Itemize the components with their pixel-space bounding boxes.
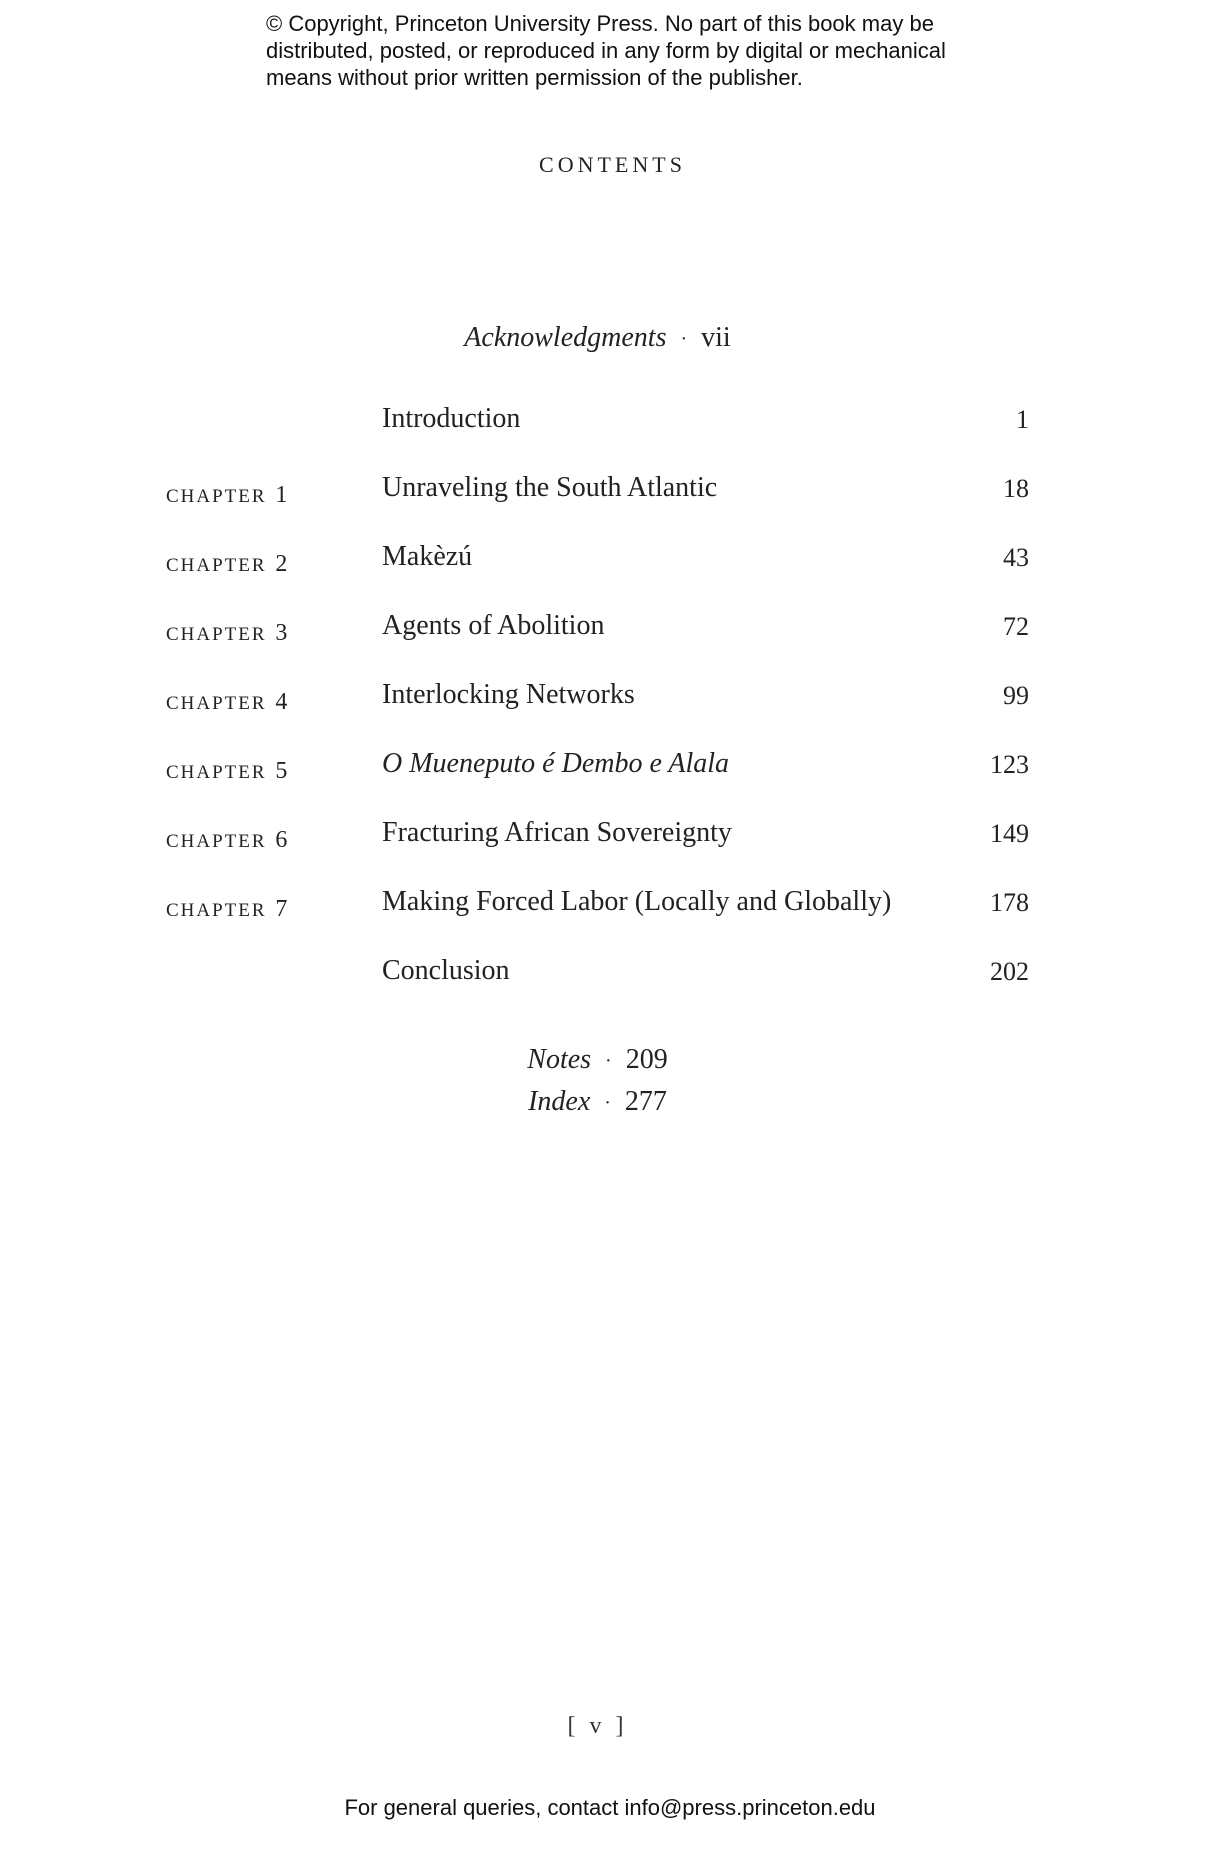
toc-entry — [0, 403, 1225, 443]
copyright-line-2: distributed, posted, or reproduced in any form by digital or mechanical — [266, 38, 946, 63]
toc-entry-title: Conclusion — [382, 955, 510, 986]
chapter-number: 3 — [275, 620, 288, 646]
toc-entry-page: 149 — [990, 819, 1029, 848]
chapter-word: CHAPTER — [166, 486, 267, 507]
back-matter-page: 277 — [624, 1086, 667, 1117]
copyright-notice — [266, 10, 1026, 91]
toc-entry-title: Interlocking Networks — [382, 679, 635, 710]
copyright-line-3: means without prior written permission of the publisher. — [266, 65, 803, 90]
back-matter-index — [0, 1086, 1195, 1118]
chapter-word: CHAPTER — [166, 693, 267, 714]
chapter-word: CHAPTER — [166, 624, 267, 645]
toc-entry — [0, 679, 1225, 719]
back-matter-page: 209 — [625, 1044, 668, 1075]
separator-dot: · — [680, 328, 688, 351]
chapter-label — [166, 758, 287, 785]
toc-entry — [0, 748, 1225, 788]
toc-entry-title: Introduction — [382, 403, 521, 434]
toc-entry-page: 99 — [1003, 681, 1029, 710]
toc-entry-page: 43 — [1003, 543, 1029, 572]
toc-entry-title: Makèzú — [382, 541, 473, 572]
toc-entry — [0, 472, 1225, 512]
chapter-label — [166, 896, 287, 923]
toc-entry-title: Fracturing African Sovereignty — [382, 817, 732, 848]
toc-entry — [0, 886, 1225, 926]
toc-entry-page: 1 — [1016, 405, 1029, 434]
toc-entry — [0, 610, 1225, 650]
back-matter-label: Notes — [527, 1044, 592, 1075]
chapter-number: 6 — [275, 827, 288, 853]
toc-entry-title: Making Forced Labor (Locally and Globally) — [382, 886, 892, 917]
front-matter-label: Acknowledgments — [464, 322, 667, 353]
toc-entry — [0, 817, 1225, 857]
chapter-label — [166, 827, 287, 854]
toc-entry-title: Agents of Abolition — [382, 610, 605, 641]
toc-entry-page: 202 — [990, 957, 1029, 986]
chapter-word: CHAPTER — [166, 555, 267, 576]
chapter-word: CHAPTER — [166, 831, 267, 852]
front-matter-acknowledgments — [0, 322, 1195, 354]
toc-entry-page: 178 — [990, 888, 1029, 917]
footer-contact: For general queries, contact info@press.princeton.edu — [344, 1795, 876, 1820]
front-matter-page: vii — [701, 322, 731, 353]
contents-heading: CONTENTS — [539, 152, 686, 177]
chapter-label — [166, 551, 287, 578]
copyright-line-1: © Copyright, Princeton University Press. No part of this book may be — [266, 11, 934, 36]
toc-entry-page: 123 — [990, 750, 1029, 779]
chapter-label — [166, 482, 287, 509]
chapter-label — [166, 689, 287, 716]
toc-entry-page: 72 — [1003, 612, 1029, 641]
chapter-word: CHAPTER — [166, 900, 267, 921]
separator-dot: · — [604, 1092, 611, 1115]
toc-entry — [0, 541, 1225, 581]
toc-entry-title: Unraveling the South Atlantic — [382, 472, 718, 503]
toc-entry-title: O Mueneputo é Dembo e Alala — [382, 748, 730, 779]
chapter-number: 2 — [275, 551, 288, 577]
toc-entry — [0, 955, 1225, 995]
chapter-number: 7 — [275, 896, 288, 922]
chapter-number: 1 — [275, 482, 288, 508]
separator-dot: · — [605, 1050, 612, 1073]
back-matter-label: Index — [528, 1086, 591, 1117]
back-matter-notes — [0, 1044, 1195, 1076]
toc-entry-page: 18 — [1003, 474, 1029, 503]
chapter-number: 5 — [275, 758, 288, 784]
page-folio: [ v ] — [567, 1713, 628, 1739]
chapter-number: 4 — [275, 689, 288, 715]
chapter-label — [166, 620, 287, 647]
chapter-word: CHAPTER — [166, 762, 267, 783]
